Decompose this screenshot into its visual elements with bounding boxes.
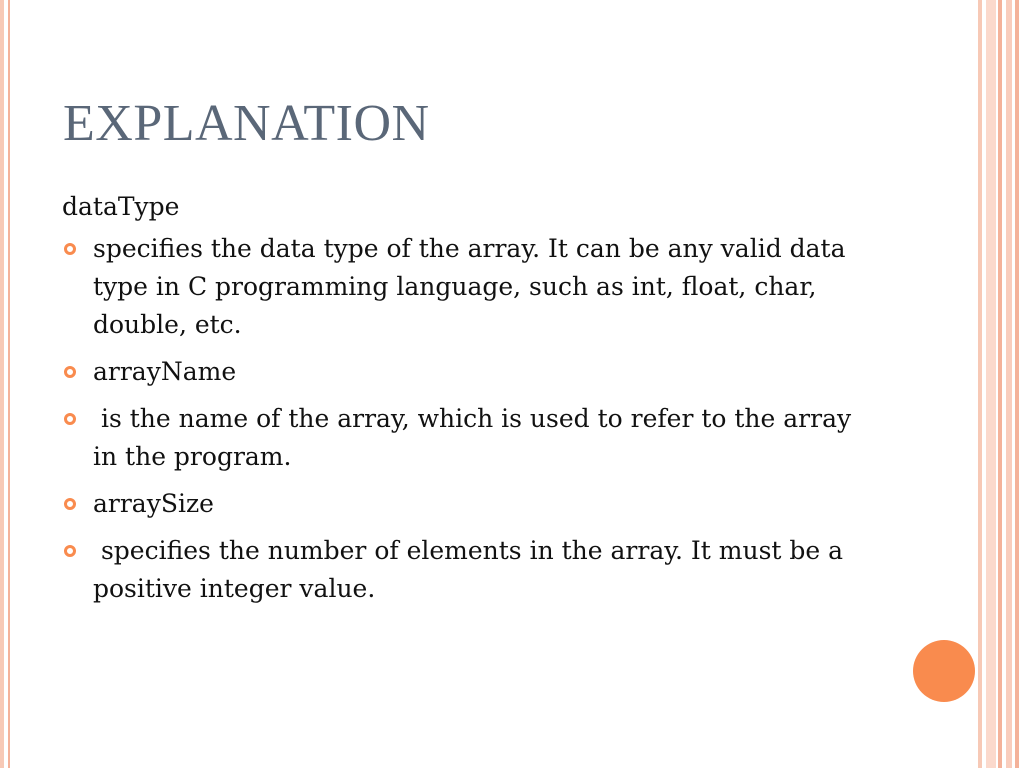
- bullet-item: [62, 400, 882, 476]
- right-border-stripe: [986, 0, 996, 768]
- bullet-item: [62, 485, 882, 523]
- right-border-stripe: [978, 0, 982, 768]
- right-border-stripe: [1006, 0, 1012, 768]
- bullet-text: is the name of the array, which is used to refer to the array in the program.: [93, 404, 860, 471]
- left-border-stripe: [8, 0, 10, 768]
- slide-body: [62, 186, 882, 617]
- circle-ring-icon: [64, 366, 76, 378]
- circle-ring-icon: [64, 413, 76, 425]
- bullet-item: [62, 353, 882, 391]
- bullet-item: [62, 230, 882, 344]
- bullet-text: arraySize: [93, 489, 214, 518]
- bullet-text: arrayName: [93, 357, 237, 386]
- circle-ring-icon: [64, 498, 76, 510]
- orange-circle-icon: [913, 640, 975, 702]
- circle-ring-icon: [64, 243, 76, 255]
- slide-title: EXPLANATION: [63, 95, 430, 152]
- bullet-text: specifies the number of elements in the array. It must be a positive integer value.: [93, 536, 852, 603]
- intro-text: dataType: [62, 192, 180, 221]
- right-border-stripe: [998, 0, 1002, 768]
- circle-ring-icon: [64, 545, 76, 557]
- left-border-stripe: [0, 0, 4, 768]
- bullet-item: [62, 532, 882, 608]
- bullet-text: specifies the data type of the array. It can be any valid data type in C programming language, such as int, float, char, double, etc.: [93, 234, 846, 339]
- right-border-stripe: [1015, 0, 1019, 768]
